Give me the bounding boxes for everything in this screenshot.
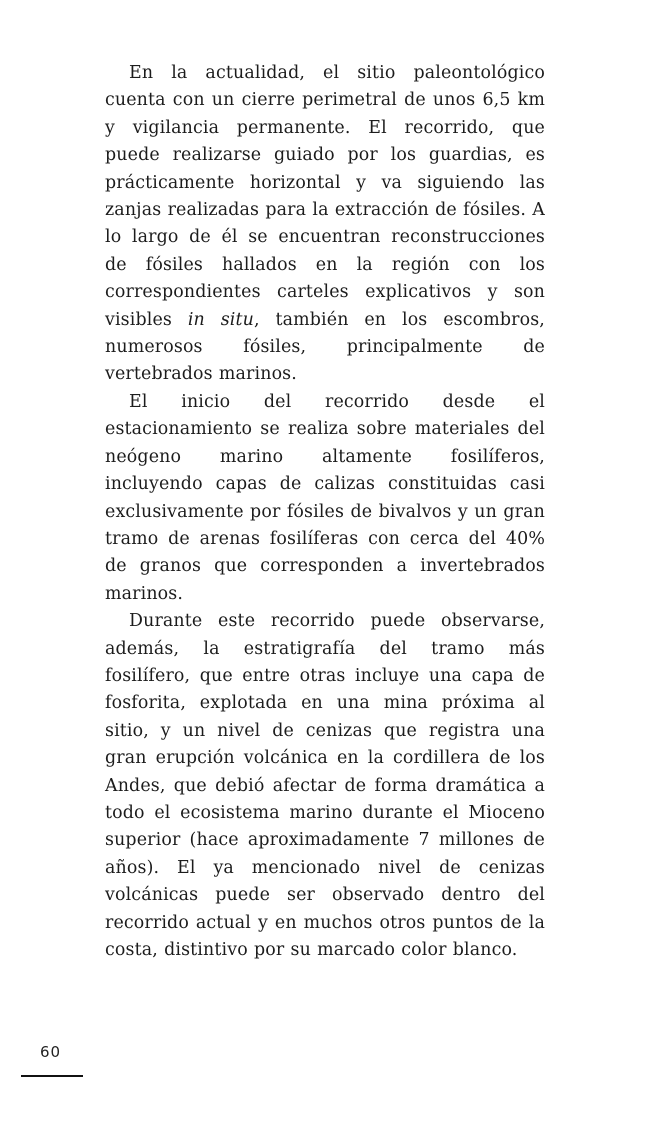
paragraph-2: El inicio del recorrido desde el estacionamiento se realiza sobre materiales del neógeno marino altamente fosilíferos, incluyendo capas de calizas constituidas casi exclusivamente por fósiles de bivalvos y un gran tramo de arenas fosilíferas con cerca del 40% de granos que corresponden a invertebrados marinos. — [105, 391, 545, 604]
paragraph-1-text-end: , también en los escombros, numerosos fósiles, principalmente de vertebrados marinos. — [105, 309, 545, 385]
paragraph-1-text-start: En la actualidad, el sitio paleontológico cuenta con un cierre perimetral de unos 6,5 km y vigilancia permanente. El recorrido, que puede realizarse guiado por los guardias, es prácticamente horizontal y va siguiendo las zanjas realizadas para la extracción de fósiles. A lo largo de él se encuentran reconstrucciones de fósiles hallados en la región con los correspondientes carteles explicativos y son visibles — [105, 63, 545, 330]
paragraph-3: Durante este recorrido puede observarse, además, la estratigrafía del tramo más fosilífero, que entre otras incluye una capa de fosforita, explotada en una mina próxima al sitio, y un nivel de cenizas que registra una gran erupción volcánica en la cordillera de los Andes, que debió afectar de forma dramática a todo el ecosistema marino durante el Mioceno superior (hace aproximadamente 7 millones de años). El ya mencionado nivel de cenizas volcánicas puede ser observado dentro del recorrido actual y en muchos otros puntos de la costa, distintivo por su marcado color blanco. — [105, 611, 545, 960]
page-number-rule — [21, 1075, 83, 1077]
paragraph-1-italic-term: in situ — [187, 309, 254, 330]
page-number: 60 — [40, 1043, 62, 1061]
paragraph-1 — [105, 60, 545, 389]
body-text — [105, 60, 545, 964]
